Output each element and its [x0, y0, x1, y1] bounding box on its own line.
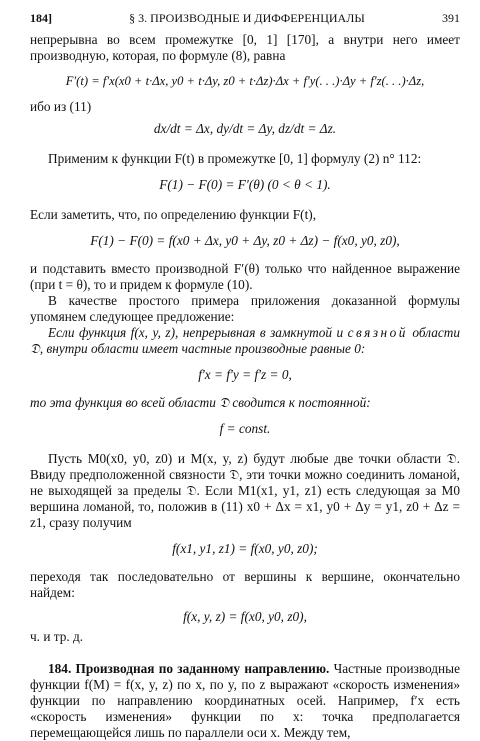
formula: F(1) − F(0) = F′(θ) (0 < θ < 1). — [159, 177, 331, 192]
theorem-text: Если функция f(x, y, z), непрерывная в замкнутой и — [48, 325, 348, 340]
paragraph: Если заметить, что, по определению функции F(t), — [30, 207, 317, 222]
paragraph: ч. и тр. д. — [30, 629, 84, 644]
paragraph: переходя так последовательно от вершины к вершине, окончательно найдем: — [30, 569, 460, 600]
formula: f′x = f′y = f′z = 0, — [198, 367, 292, 382]
page-header — [30, 10, 460, 32]
theorem-conclusion: то эта функция во всей области 𝔇 сводится к постоянной: — [30, 395, 371, 410]
formula: f(x, y, z) = f(x0, y0, z0), — [183, 609, 307, 624]
paragraph: и подставить вместо производной F′(θ) только что найденное выражение (при t = θ), то и придем к формуле (10). — [30, 261, 460, 292]
paragraph: Применим к функции F(t) в промежутке [0, 1] формулу (2) n° 112: — [48, 151, 422, 166]
theorem — [30, 325, 460, 357]
formula: dx/dt = Δx, dy/dt = Δy, dz/dt = Δz. — [153, 121, 337, 136]
section-paragraph — [30, 661, 460, 741]
paragraph: непрерывна во всем промежутке [0, 1] [170], а внутри него имеет производную, которая, по формуле (8), равна — [30, 32, 460, 63]
paragraph: В качестве простого примера приложения доказанной формулы упомянем следующее предложение: — [30, 293, 460, 324]
section-text: Частные производные функции f(M) = f(x, y, z) по x, по y, по z выражают «скорость изменения» функции по направлению координатных осей. Например, f′x есть «скорость изменения» функции по x: точка предполагается перемещающейся лишь по параллели оси x. Между тем, — [30, 661, 460, 740]
formula: f = const. — [219, 421, 271, 436]
paragraph: Пусть M0(x0, y0, z0) и M(x, y, z) будут любые две точки области 𝔇. Ввиду предположенной связности 𝔇, эти точки можно соединить ломаной, не выходящей за пределы 𝔇. Если M1(x1, y1, z1) есть следующая за M0 вершина ломаной, то, положив в (11) x0 + Δx = x1, y0 + Δy = y1, z0 + Δz = z1, сразу получим — [30, 451, 460, 530]
formula: F(1) − F(0) = f(x0 + Δx, y0 + Δy, z0 + Δz) − f(x0, y0, z0), — [90, 233, 400, 248]
formula: F′(t) = f′x(x0 + t·Δx, y0 + t·Δy, z0 + t·Δz)·Δx + f′y(. . .)·Δy + f′z(. . .)·Δz, — [65, 74, 425, 88]
theorem-emphasis: связной — [347, 325, 408, 340]
formula: f(x1, y1, z1) = f(x0, y0, z0); — [172, 541, 318, 556]
theorem-text: области 𝔇, внутри области имеет частные производные равные 0: — [30, 325, 460, 356]
page-number: 391 — [441, 11, 460, 25]
section-title: 184. Производная по заданному направлению. — [48, 661, 330, 676]
paragraph: ибо из (11) — [30, 99, 92, 114]
running-title: § 3. ПРОИЗВОДНЫЕ И ДИФФЕРЕНЦИАЛЫ — [129, 11, 365, 25]
section-number: 184] — [30, 11, 52, 25]
